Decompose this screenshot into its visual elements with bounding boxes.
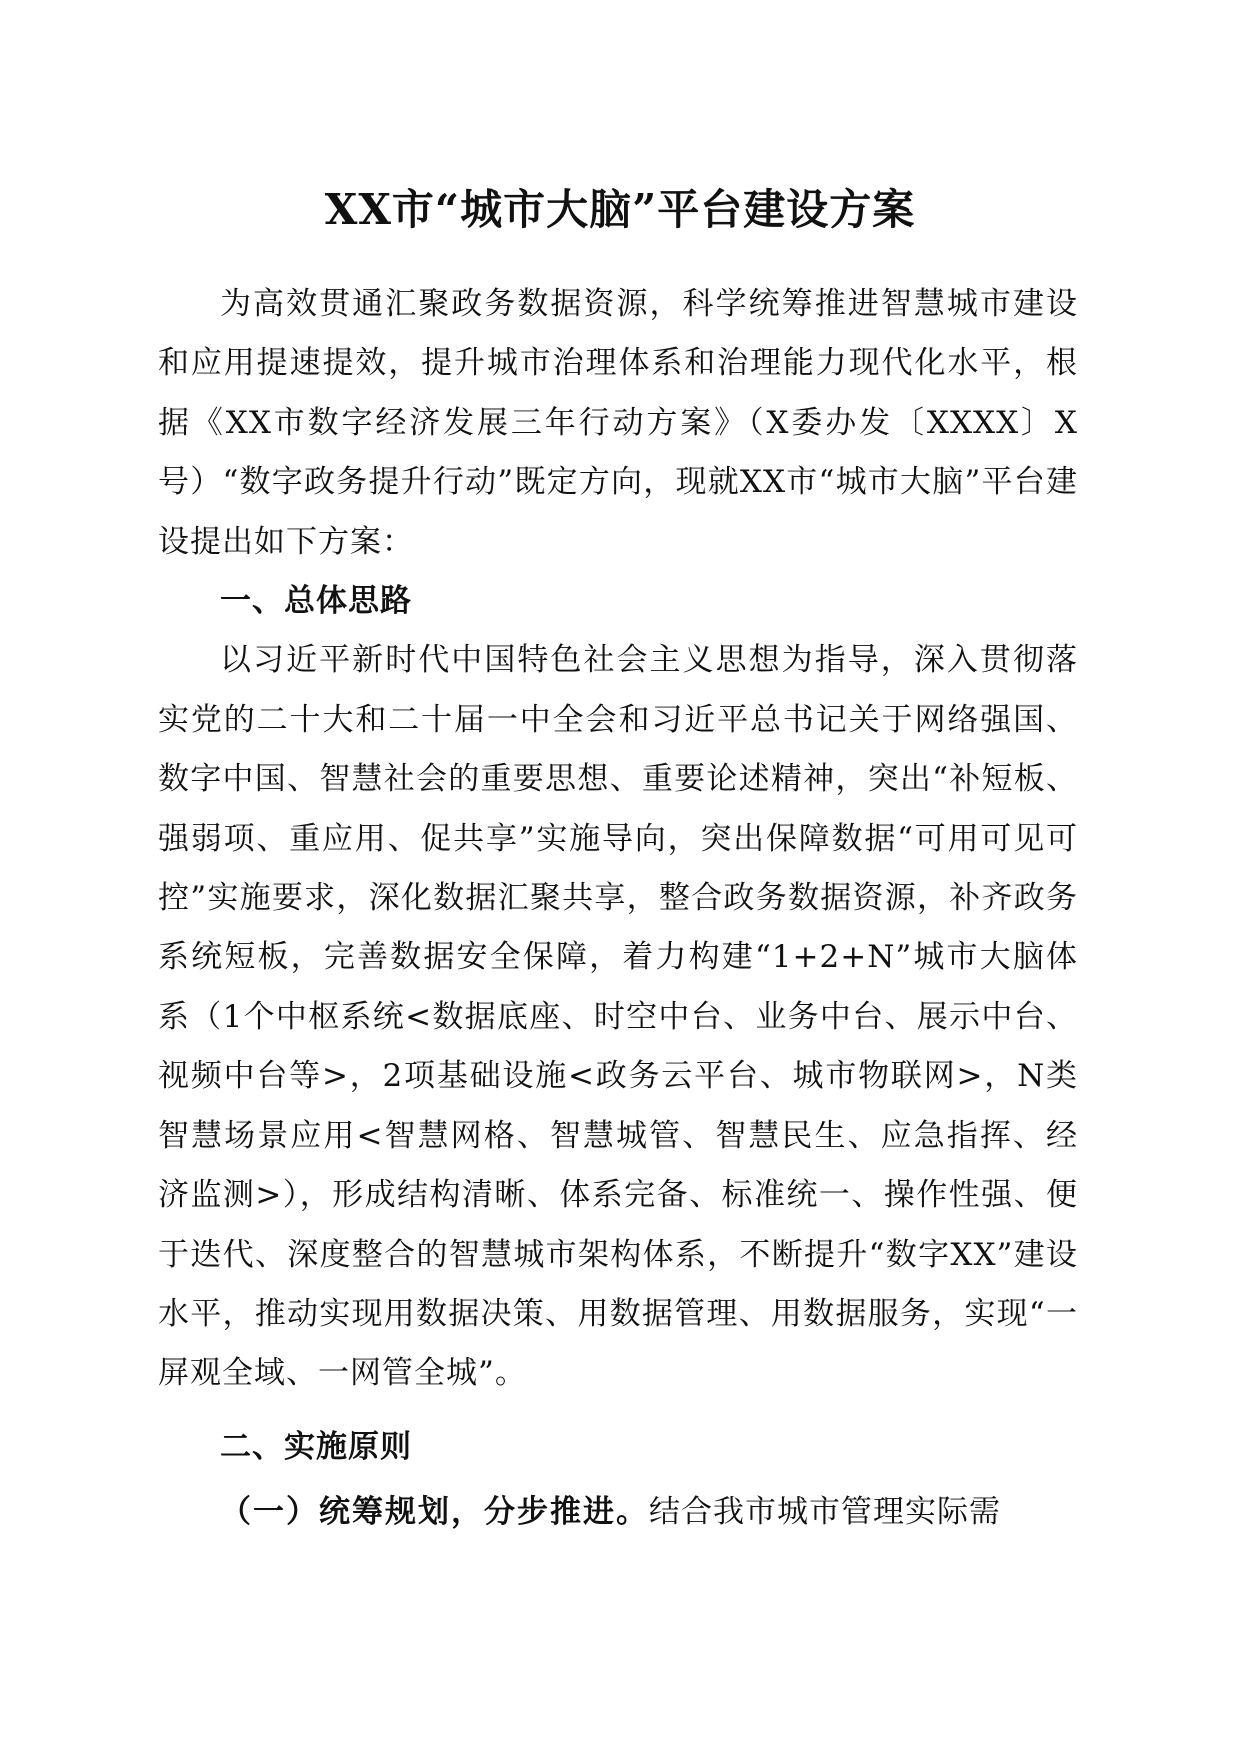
intro-paragraph: 为高效贯通汇聚政务数据资源，科学统筹推进智慧城市建设和应用提速提效，提升城市治理体系和治理能力现代化水平，根据《XX市数字经济发展三年行动方案》（X委办发〔XXXX〕X号）“数字政务提升行动”既定方向，现就XX市“城市大脑”平台建设提出如下方案： [158,286,1078,560]
document-title: XX市“城市大脑”平台建设方案 [324,185,916,234]
document-body [158,275,1078,1543]
section-heading-overall-approach: 一、总体思路 [220,583,412,620]
overall-approach-paragraph: 以习近平新时代中国特色社会主义思想为指导，深入贯彻落实党的二十大和二十届一中全会和习近平总书记关于网络强国、数字中国、智慧社会的重要思想、重要论述精神，突出“补短板、强弱项、重应用、促共享”实施导向，突出保障数据“可用可见可控”实施要求，深化数据汇聚共享，整合政务数据资源，补齐政务系统短板，完善数据安全保障，着力构建“1+2+N”城市大脑体系（1个中枢系统<数据底座、时空中台、业务中台、展示中台、视频中台等>，2项基础设施<政务云平台、城市物联网>，N类智慧场景应用<智慧网格、智慧城管、智慧民生、应急指挥、经济监测>），形成结构清晰、体系完备、标准统一、操作性强、便于迭代、深度整合的智慧城市架构体系，不断提升“数字XX”建设水平，推动实现用数据决策、用数据管理、用数据服务，实现“一屏观全域、一网管全城”。 [158,642,1078,1392]
section-heading-principles: 二、实施原则 [220,1428,412,1465]
principle-item-1 [158,1483,1078,1542]
principle-item-1-text: 结合我市城市管理实际需 [649,1494,1001,1531]
principle-item-1-lead: （一）统筹规划，分步推进。 [220,1494,649,1531]
